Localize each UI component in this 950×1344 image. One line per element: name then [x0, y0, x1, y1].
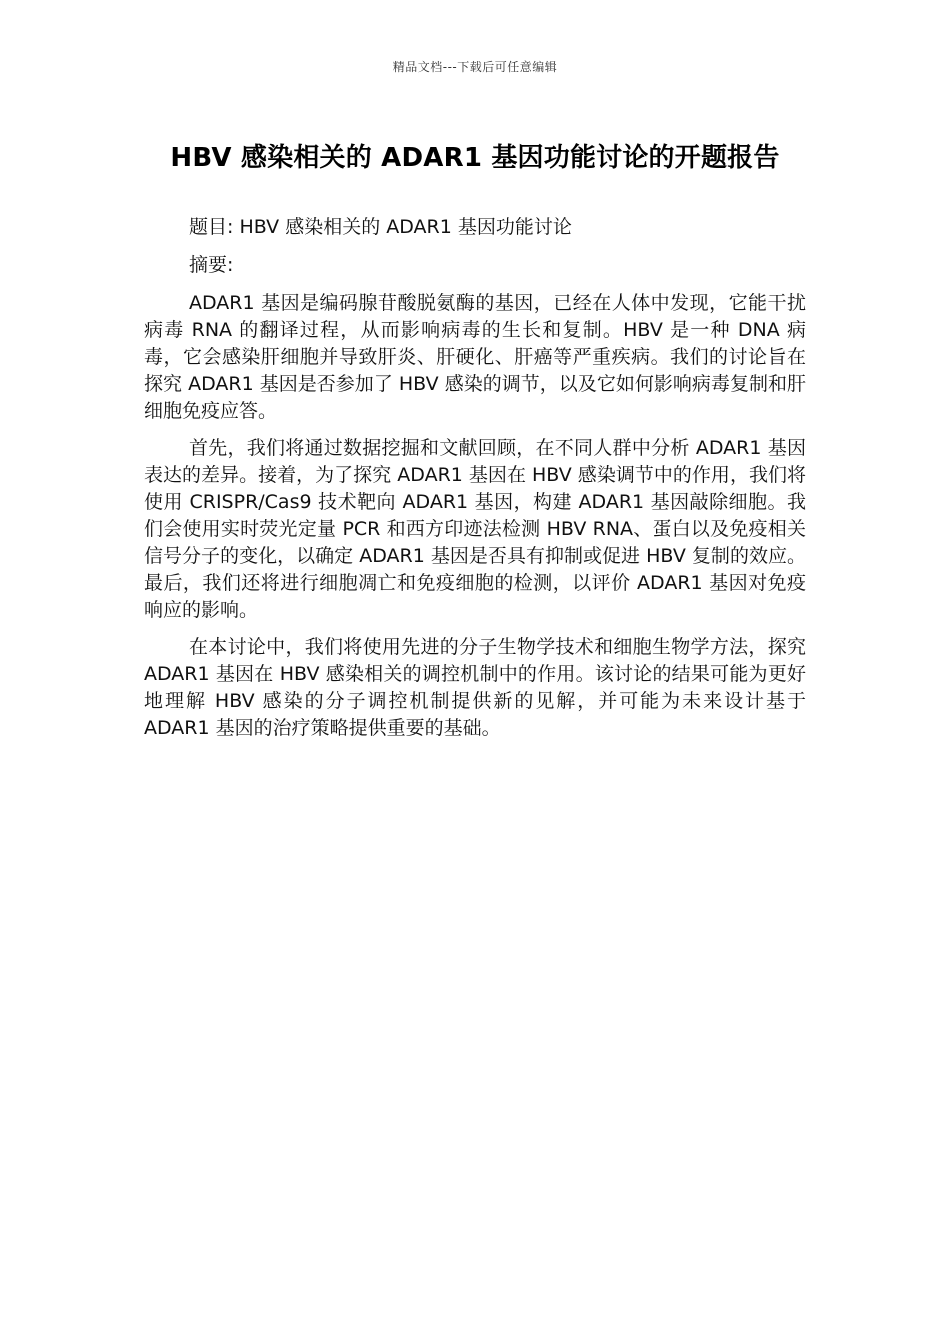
paragraph-intro: ADAR1 基因是编码腺苷酸脱氨酶的基因，已经在人体中发现，它能干扰病毒 RNA 的翻译过程，从而影响病毒的生长和复制。HBV 是一种 DNA 病毒，它会感染肝细胞并导致肝炎、肝硬化、肝癌等严重疾病。我们的讨论旨在探究 ADAR1 基因是否参加了 HBV 感染的调节，以及它如何影响病毒复制和肝细胞免疫应答。 — [144, 292, 806, 422]
document-title: HBV 感染相关的 ADAR1 基因功能讨论的开题报告 — [170, 143, 780, 173]
paragraph-conclusion: 在本讨论中，我们将使用先进的分子生物学技术和细胞生物学方法，探究 ADAR1 基因在 HBV 感染相关的调控机制中的作用。该讨论的结果可能为更好地理解 HBV 感染的分子调控机制提供新的见解，并可能为未来设计基于 ADAR1 基因的治疗策略提供重要的基础。 — [144, 636, 806, 739]
document-body — [144, 214, 806, 752]
header-note: 精品文档---下载后可任意编辑 — [392, 60, 558, 74]
paragraph-methods: 首先，我们将通过数据挖掘和文献回顾，在不同人群中分析 ADAR1 基因表达的差异。接着，为了探究 ADAR1 基因在 HBV 感染调节中的作用，我们将使用 CRISPR/Cas9 技术靶向 ADAR1 基因，构建 ADAR1 基因敲除细胞。我们会使用实时荧光定量 PCR 和西方印迹法检测 HBV RNA、蛋白以及免疫相关信号分子的变化，以确定 ADAR1 基因是否具有抑制或促进 HBV 复制的效应。最后，我们还将进行细胞凋亡和免疫细胞的检测，以评价 ADAR1 基因对免疫响应的影响。 — [144, 437, 806, 621]
topic-line: 题目: HBV 感染相关的 ADAR1 基因功能讨论 — [189, 216, 572, 238]
abstract-label: 摘要: — [189, 254, 234, 276]
